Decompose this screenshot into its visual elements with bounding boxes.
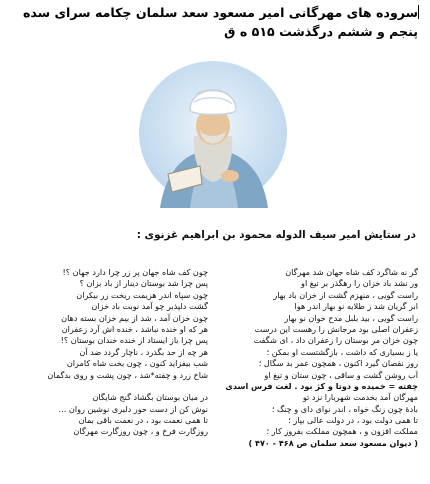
verse-line: روز نقصان گیرد اکنون ، همچون عمر بد سگال ؛ <box>258 358 418 369</box>
left-verse-column <box>8 267 208 438</box>
source-citation: ( دیوان مسعود سعد سلمان ص ۴۶۸ - ۴۷۰ ) <box>248 437 418 448</box>
verse-line: چون سپاه اندر هزیمت ریخت زر بیکران <box>76 289 208 300</box>
verse-line: روزگارت فرخ و ، چون روزگارت مهرگان <box>73 426 208 437</box>
verse-line: مهرگان آمد بخدمت شهریارا نزد تو <box>302 392 418 403</box>
text-cursor <box>418 5 419 19</box>
verse-line: پس چرا شد بوستان دینار از باد بزان ؟ <box>79 278 208 289</box>
verse-line: بادهٔ چون زنگ خواه ، اندر نوای دای و چنگ ؛ <box>271 403 418 414</box>
verse-line: تا همی دولت بود ، در دولت عالی بپاز ؛ <box>288 415 418 426</box>
verse-line: راست گویی ، بید بلبل مدح خوان نو بهار <box>284 312 418 323</box>
verse-line: آب روشن گشت و ساقی ، چون ستان و تیغ او <box>264 369 418 380</box>
verse-line: ور نشد باد خزان را رهگذر بر تیغ او <box>301 278 418 289</box>
verse-line: یا ز بسیاری که داشت ، بازگشتست او بمکن ؛ <box>266 346 418 357</box>
verse-line: پس چرا باز ایستاد از خنده خندان بوستان ؟! <box>60 335 208 346</box>
verse-line: مملکت افزون و ، همچون مملکت بفروز کار ؛ <box>266 426 418 437</box>
right-verse-column <box>218 267 418 449</box>
verse-line: هر چه از حد بگذرد ، ناچار گردد ضد آن <box>79 346 208 357</box>
section-heading: در ستایش امیر سیف الدوله محمود بن ابراهیم غزنوی : <box>136 229 416 241</box>
verse-line: زعفران اصلی بود مرجانش را رهست این درست <box>254 323 418 334</box>
verse-line: شب بیفزاید کنون ، چون بخت شاه کامران <box>66 358 208 369</box>
verse-line: نوش کن از دست حور دلبری نوشین روان ... <box>58 403 208 414</box>
verse-spacer <box>8 381 208 392</box>
verse-line: در میان بوستان بگشاد گنج شایگان <box>92 392 208 403</box>
verse-line: ابر گریان شد ز طلایه نو بهار اندر هوا <box>294 301 418 312</box>
page-title: سروده های مهرگانی امیر مسعود سعد سلمان چکامه سرای سده پنجم و ششم درگذشت ۵۱۵ ه ق <box>23 5 418 39</box>
glossary-note: چفته = خمیده و دوتا و کژ بود . لغت فرس اسدی <box>225 380 418 391</box>
verse-line: گر نه شاگرد کف شاه جهان شد مهرگان <box>285 267 418 277</box>
verse-line: تا همی نعمت بود ، در نعمت باقی بمان <box>78 415 208 426</box>
poet-portrait-icon <box>138 58 288 208</box>
verse-line: چون خزان مر بوستان را زعفران داد ، ای شگفت <box>253 335 418 346</box>
verse-line: شاخ زرد و چفته*شد ، چون پشت و روی بدگمان <box>47 369 208 380</box>
verse-line: راست گویی ، منهزم گشت از خزان باد بهار <box>273 289 418 300</box>
verse-line: چون کف شاه جهان پر زر چرا دارد جهان ؟! <box>62 267 208 277</box>
verse-line: چون خزان آمد ، شد از بیم خزان بسته دهان <box>61 312 208 323</box>
verse-line: گشت دلپذیر چو آمد نوبت باد خزان <box>91 301 208 312</box>
verse-line: هر که او خنده نباشد ، خنده اش آرد زعفران <box>61 323 208 334</box>
